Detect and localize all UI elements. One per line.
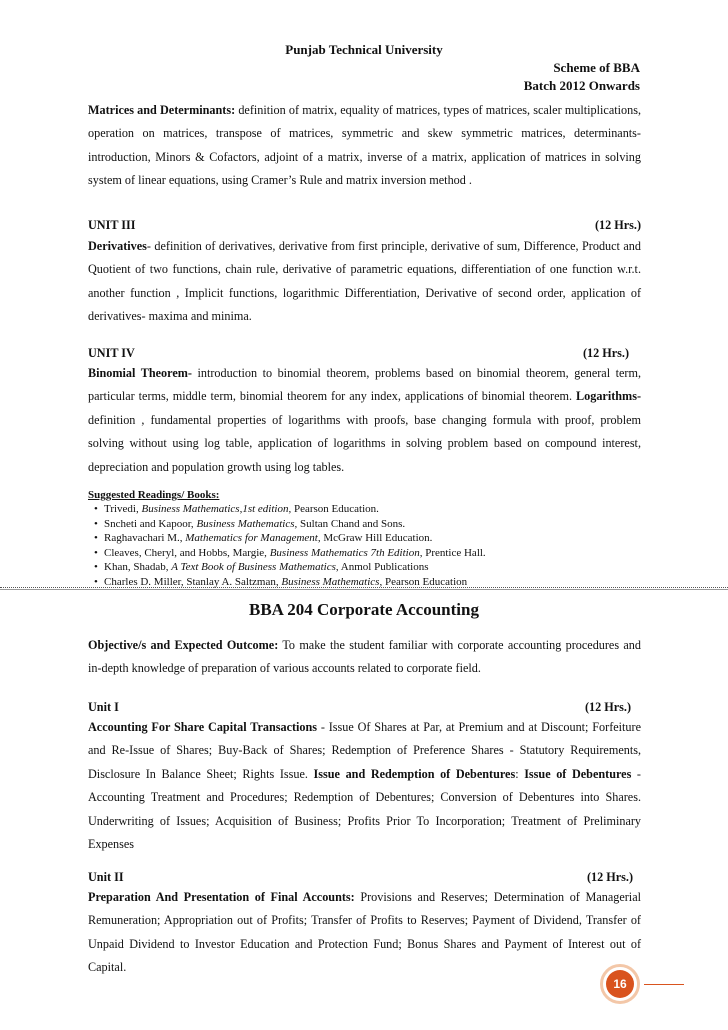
debentures-heading: Issue and Redemption of Debentures [313, 766, 516, 781]
objective-text: To make the student familiar with corporate accounting procedures and in-depth knowledge of preparation of various accounts related to corporate field. [88, 638, 641, 676]
unit-3-hours: (12 Hrs.) [594, 218, 641, 232]
course-unit-2-label: Unit II [88, 870, 124, 884]
objective-paragraph [88, 634, 641, 681]
reading-title: Business Mathematics,1st edition, [141, 503, 292, 515]
matrices-heading: Matrices and Determinants: [88, 103, 236, 117]
objective-heading: Objective/s and Expected Outcome: [88, 638, 279, 652]
final-accounts-text: Provisions and Reserves; Determination of Managerial Remuneration; Appropriation out of Profits; Transfer of Profits to Reserves; Payment of Dividend, Transfer of Unpaid Dividend to Investor Education and Protection Fund; Bonus Shares and Payment of Interest out of Capital. [88, 890, 641, 975]
section-divider-line [0, 589, 728, 590]
unit-4-label: UNIT IV [88, 346, 135, 360]
reading-publisher: , Anmol Publications [335, 561, 429, 574]
share-capital-text: - Issue Of Shares at Par, at Premium and at Discount; Forfeiture and Re-Issue of Shares; Buy-Back of Shares; Redemption of Preference Shares - Statutory Requirements, Disclosure In Balance Sheet; Rights Issue. [88, 720, 641, 781]
reading-author: Raghavachari M., [104, 532, 186, 545]
issue-debentures-heading: Issue of Debentures [524, 766, 632, 781]
unit-3-heading: Derivatives [88, 239, 147, 253]
reading-title: Mathematics for Management, [185, 532, 321, 545]
scheme-title: Scheme of BBA [553, 60, 640, 75]
readings-title: Suggested Readings/ Books: [88, 489, 220, 501]
reading-author: Charles D. Miller, Stanlay A. Saltzman, [104, 575, 282, 588]
unit-3-text: - definition of derivatives, derivative from first principle, derivative of sum, Difference, Product and Quotient of two functions, chain rule, derivative of parametric equations, differentiation of one function w.r.t. another function , Implicit functions, logarithmic Differentiation, Derivative of second order, application of derivatives- maxima and minima. [88, 239, 641, 324]
unit-4-text: introduction to binomial theorem, problems based on binomial theorem, general term, particular terms, middle term, binomial theorem for any index, applications of binomial theorem. [88, 366, 641, 404]
course-unit-1-hours: (12 Hrs.) [584, 700, 631, 714]
reading-author: Sncheti and Kapoor, [104, 517, 197, 530]
reading-publisher: Sultan Chand and Sons. [297, 517, 406, 530]
batch-title: Batch 2012 Onwards [523, 78, 640, 93]
unit-4-paragraph [88, 362, 641, 479]
reading-title: Business Mathematics, [196, 517, 298, 530]
logarithms-heading: Logarithms- [576, 389, 641, 404]
course-unit-2-hours: (12 Hrs.) [586, 870, 633, 884]
reading-item [94, 546, 641, 561]
reading-title: Business Mathematics 7th Edition, [269, 546, 423, 559]
unit-4-heading: Binomial Theorem- [88, 366, 192, 380]
unit-3-label: UNIT III [88, 218, 136, 232]
unit-3-header [88, 214, 641, 237]
reading-author: Khan, Shadab, [104, 561, 172, 574]
unit-4-hours: (12 Hrs.) [582, 346, 629, 360]
page-number: 16 [606, 970, 634, 998]
reading-publisher: , Pearson Education [379, 575, 468, 588]
matrices-paragraph [88, 99, 641, 193]
reading-item [94, 517, 641, 532]
reading-item [94, 502, 641, 517]
reading-item [94, 560, 641, 575]
suggested-readings [88, 488, 641, 590]
reading-item [94, 531, 641, 546]
matrices-text: definition of matrix, equality of matrices, types of matrices, scaler multiplications, operation on matrices, transpose of matrices, symmetric and skew symmetric matrices, determinants- introduction, Minors & Cofactors, adjoint of a matrix, inverse of a matrix, application of matrices in solving system of linear equations, using Cramer’s Rule and matrix inversion method . [88, 103, 641, 188]
debentures-text: - Accounting Treatment and Procedures; Redemption of Debentures; Conversion of Debentures into Shares. Underwriting of Issues; Acquisition of Business; Profits Prior To Incorporation; Treatment of Preliminary Expenses [88, 766, 641, 852]
page-number-badge [596, 960, 644, 1010]
page-badge-line [644, 984, 684, 985]
university-name: Punjab Technical University [285, 42, 443, 57]
course-unit-2-paragraph [88, 886, 641, 980]
section-divider [0, 587, 728, 588]
final-accounts-heading: Preparation And Presentation of Final Accounts: [88, 890, 355, 904]
reading-publisher: Pearson Education. [291, 503, 379, 515]
reading-publisher: McGraw Hill Education. [320, 532, 433, 545]
course-unit-1-label: Unit I [88, 700, 119, 714]
reading-title: A Text Book of Business Mathematics [171, 561, 336, 574]
readings-list [94, 502, 641, 590]
logarithms-text: definition , fundamental properties of logarithms with proofs, base changing formula with proof, problem solving without using log table, application of logarithms in solving problem based on compound interest, depreciation and population growth using log tables. [88, 412, 641, 474]
reading-title: Business Mathematics [281, 575, 380, 588]
debentures-separator: : [515, 766, 525, 781]
unit-3-paragraph [88, 235, 641, 329]
reading-author: Trivedi, [104, 503, 142, 515]
course-title: BBA 204 Corporate Accounting [249, 600, 479, 619]
share-capital-heading: Accounting For Share Capital Transactions [88, 720, 318, 734]
reading-author: Cleaves, Cheryl, and Hobbs, Margie, [104, 546, 270, 559]
reading-publisher: Prentice Hall. [422, 546, 486, 559]
course-unit-1-paragraph [88, 716, 641, 856]
